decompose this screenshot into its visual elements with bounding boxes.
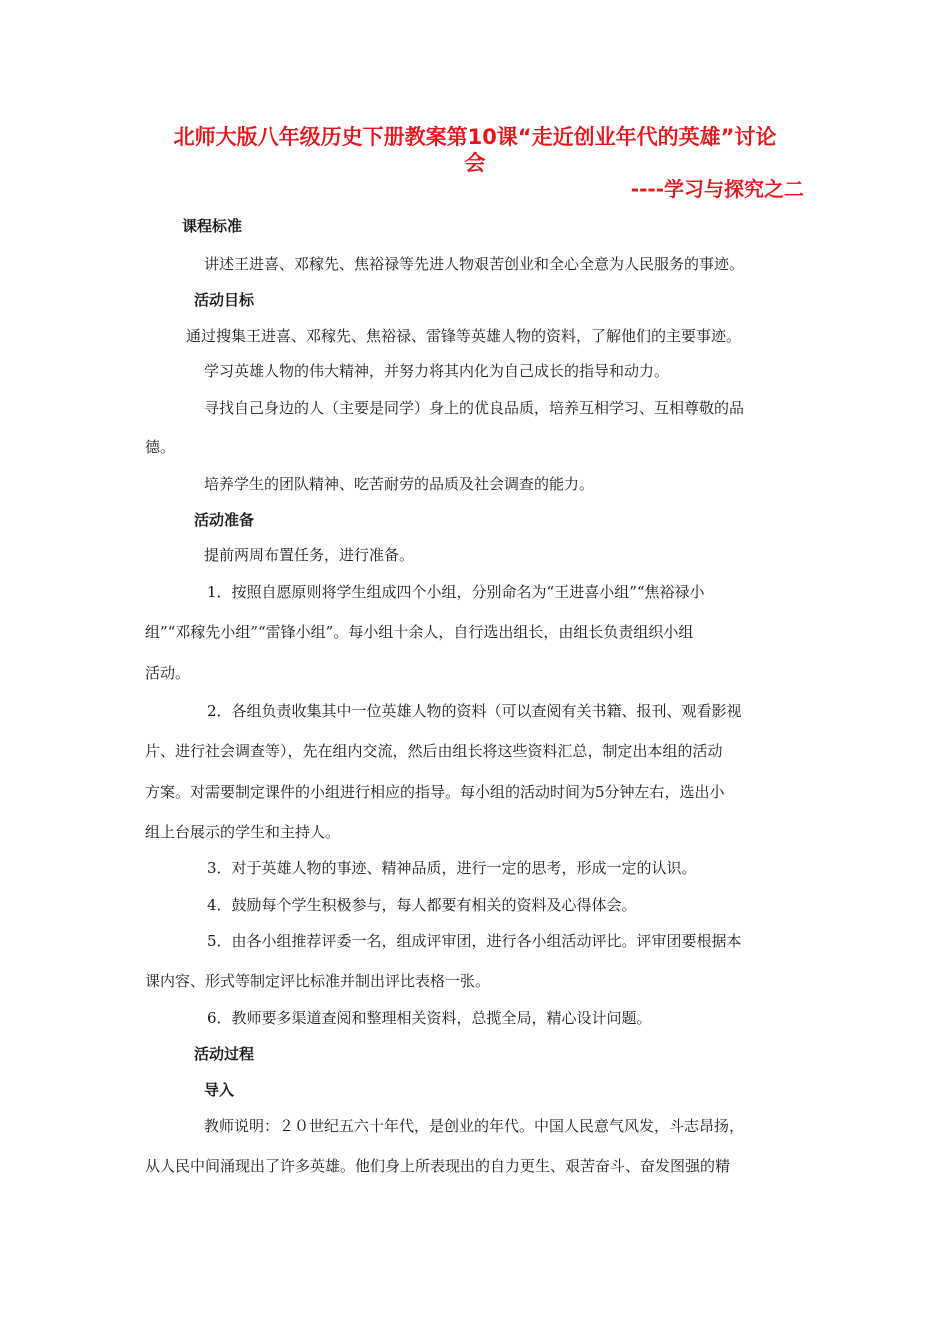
- prep-item-2-line-2: 片、进行社会调查等），先在组内交流，然后由组长将这些资料汇总，制定出本组的活动: [145, 742, 723, 760]
- document-subtitle: ----学习与探究之二: [630, 177, 804, 201]
- document-title-line-1: 北师大版八年级历史下册教案第10课“走近创业年代的英雄”讨论: [173, 125, 777, 149]
- prep-item-4: 4．鼓励每个学生积极参与，每人都要有相关的资料及心得体会。: [207, 896, 637, 914]
- goals-paragraph-4: 培养学生的团队精神、吃苦耐劳的品质及社会调查的能力。: [204, 475, 595, 493]
- section-heading-process: 活动过程: [194, 1045, 255, 1063]
- subheading-intro: 导入: [204, 1081, 235, 1099]
- prep-item-3: 3．对于英雄人物的事迹、精神品质，进行一定的思考，形成一定的认识。: [207, 859, 697, 877]
- section-heading-standard: 课程标准: [182, 217, 243, 235]
- prep-item-1-line-3: 活动。: [145, 664, 191, 682]
- goals-paragraph-3-line-1: 寻找自己身边的人（主要是同学）身上的优良品质，培养互相学习、互相尊敬的品: [204, 399, 745, 417]
- prep-item-5-line-2: 课内容、形式等制定评比标准并制出评比表格一张。: [145, 972, 491, 990]
- standard-paragraph: 讲述王进喜、邓稼先、焦裕禄等先进人物艰苦创业和全心全意为人民服务的事迹。: [204, 255, 745, 273]
- section-heading-preparation: 活动准备: [194, 511, 255, 529]
- prep-intro: 提前两周布置任务，进行准备。: [204, 546, 415, 564]
- prep-item-2-line-4: 组上台展示的学生和主持人。: [145, 823, 341, 841]
- goals-paragraph-3-line-2: 德。: [145, 438, 176, 456]
- prep-item-6: 6．教师要多渠道查阅和整理相关资料，总揽全局，精心设计问题。: [207, 1009, 652, 1027]
- process-paragraph-line-1: 教师说明：２０世纪五六十年代，是创业的年代。中国人民意气风发，斗志昂扬，: [204, 1117, 745, 1135]
- process-paragraph-line-2: 从人民中间涌现出了许多英雄。他们身上所表现出的自力更生、艰苦奋斗、奋发图强的精: [145, 1157, 731, 1175]
- document-title-line-2: 会: [464, 151, 486, 175]
- prep-item-2-line-1: 2．各组负责收集其中一位英雄人物的资料（可以查阅有关书籍、报刊、观看影视: [207, 702, 742, 720]
- goals-paragraph-2: 学习英雄人物的伟大精神，并努力将其内化为自己成长的指导和动力。: [204, 362, 670, 380]
- prep-item-1-line-1: 1．按照自愿原则将学生组成四个小组，分别命名为“王进喜小组”“焦裕禄小: [207, 583, 705, 601]
- goals-paragraph-1: 通过搜集王进喜、邓稼先、焦裕禄、雷锋等英雄人物的资料，了解他们的主要事迹。: [186, 327, 742, 345]
- prep-item-1-line-2: 组”“邓稼先小组”“雷锋小组”。每小组十余人，自行选出组长，由组长负责组织小组: [145, 623, 694, 641]
- prep-item-2-line-3: 方案。对需要制定课件的小组进行相应的指导。每小组的活动时间为5分钟左右，选出小: [145, 783, 725, 801]
- section-heading-goals: 活动目标: [194, 291, 255, 309]
- prep-item-5-line-1: 5．由各小组推荐评委一名，组成评审团，进行各小组活动评比。评审团要根据本: [207, 932, 742, 950]
